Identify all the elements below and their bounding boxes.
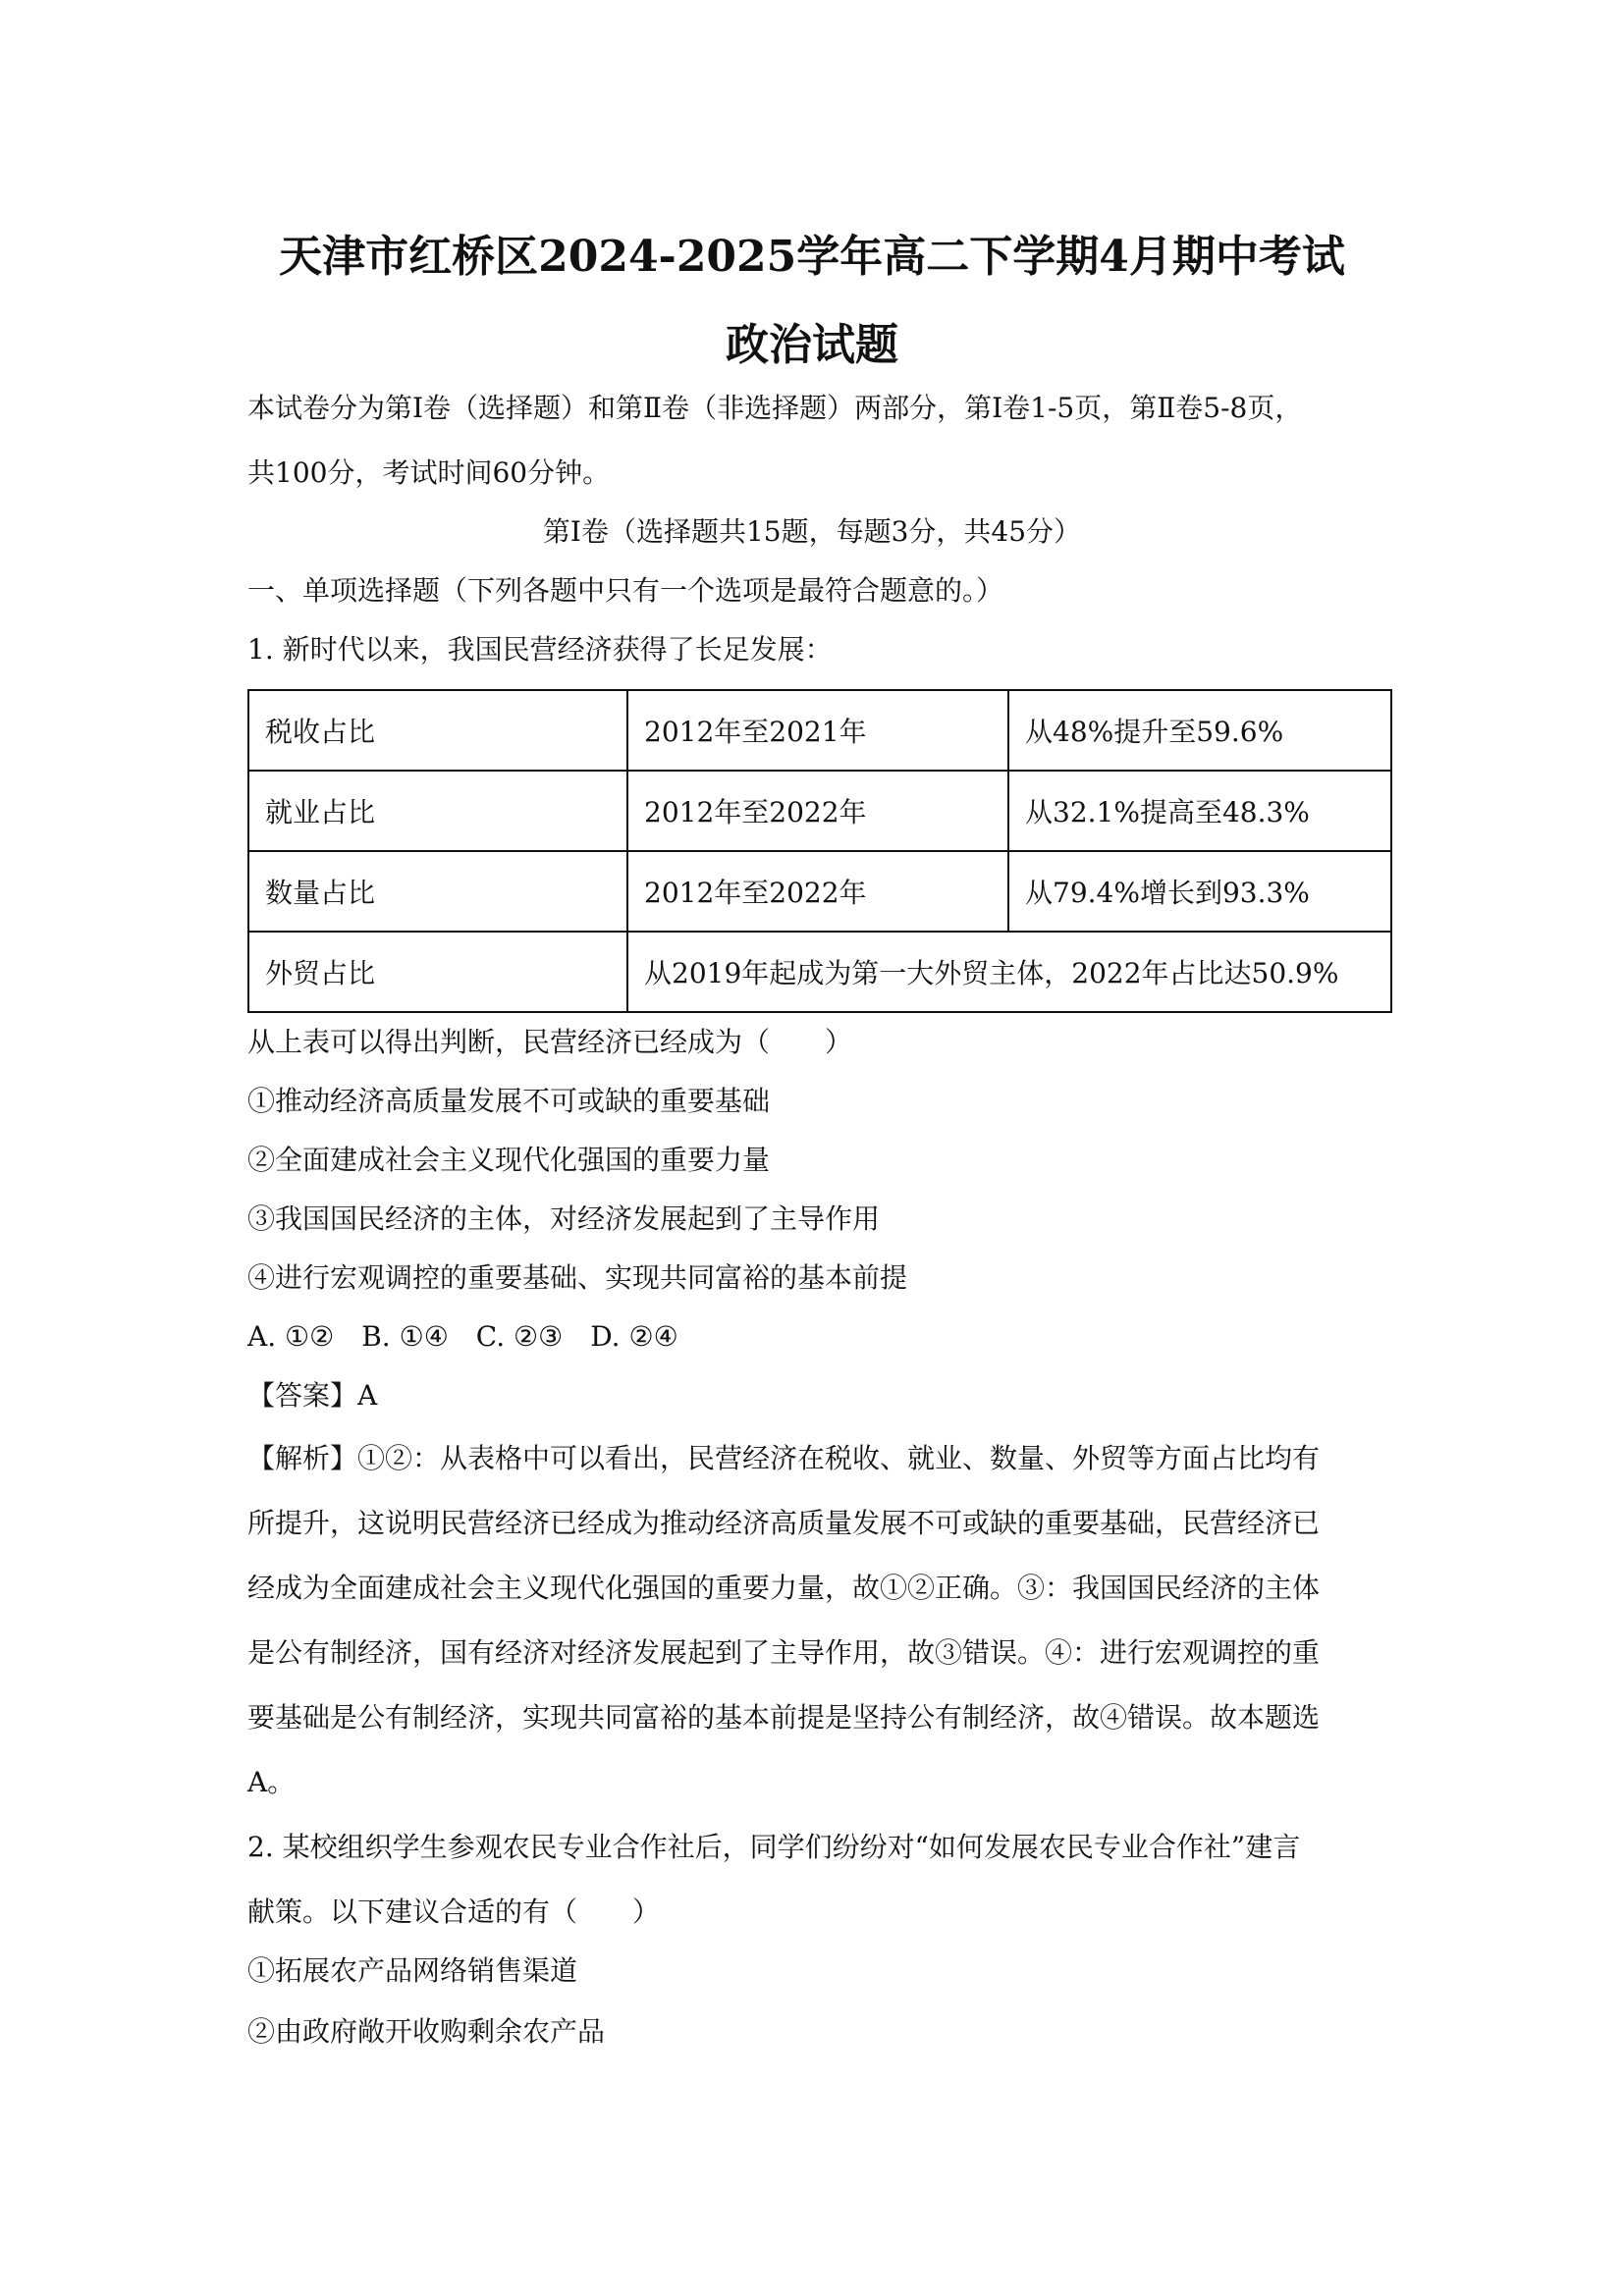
table-row	[248, 690, 1391, 771]
q1-option-2: ②全面建成社会主义现代化强国的重要力量	[247, 1144, 771, 1176]
q1-option-4: ④进行宏观调控的重要基础、实现共同富裕的基本前提	[247, 1261, 908, 1294]
q1-choices: A. ①② B. ①④ C. ②③ D. ②④	[247, 1320, 678, 1353]
q1-prompt: 从上表可以得出判断，民营经济已经成为（ ）	[247, 1026, 853, 1058]
table-cell: 外贸占比	[248, 932, 627, 1012]
q2-stem-line-2: 献策。以下建议合适的有（ ）	[247, 1896, 661, 1928]
q1-analysis-line-4: 是公有制经济，国有经济对经济发展起到了主导作用，故③错误。④：进行宏观调控的重	[247, 1636, 1321, 1669]
table-cell: 2012年至2022年	[627, 771, 1008, 851]
table-cell: 2012年至2021年	[627, 690, 1008, 771]
q2-option-2: ②由政府敞开收购剩余农产品	[247, 2015, 606, 2048]
intro-line-2: 共100分，考试时间60分钟。	[247, 456, 611, 489]
table-cell: 从32.1%提高至48.3%	[1008, 771, 1391, 851]
q1-data-table	[247, 689, 1392, 1013]
q1-option-3: ③我国国民经济的主体，对经济发展起到了主导作用	[247, 1202, 881, 1235]
q1-analysis-line-2: 所提升，这说明民营经济已经成为推动经济高质量发展不可或缺的重要基础，民营经济已	[247, 1507, 1321, 1539]
table-cell: 税收占比	[248, 690, 627, 771]
table-row	[248, 771, 1391, 851]
table-cell: 就业占比	[248, 771, 627, 851]
q1-analysis-line-3: 经成为全面建成社会主义现代化强国的重要力量，故①②正确。③：我国国民经济的主体	[247, 1572, 1321, 1604]
table-cell: 数量占比	[248, 851, 627, 932]
intro-line-1: 本试卷分为第Ⅰ卷（选择题）和第Ⅱ卷（非选择题）两部分，第Ⅰ卷1-5页，第Ⅱ卷5-8页，	[247, 392, 1303, 424]
q2-option-1: ①拓展农产品网络销售渠道	[247, 1954, 578, 1987]
table-cell: 从79.4%增长到93.3%	[1008, 851, 1391, 932]
table-cell: 从48%提升至59.6%	[1008, 690, 1391, 771]
q1-analysis-line-1: 【解析】①②：从表格中可以看出，民营经济在税收、就业、数量、外贸等方面占比均有	[247, 1442, 1321, 1474]
q1-analysis-line-6: A。	[247, 1766, 296, 1798]
section-heading: 一、单项选择题（下列各题中只有一个选项是最符合题意的。）	[247, 574, 1004, 607]
table-cell-merged: 从2019年起成为第一大外贸主体，2022年占比达50.9%	[627, 932, 1391, 1012]
q1-analysis-line-5: 要基础是公有制经济，实现共同富裕的基本前提是坚持公有制经济，故④错误。故本题选	[247, 1701, 1321, 1734]
table-row	[248, 932, 1391, 1012]
q2-stem-line-1: 2. 某校组织学生参观农民专业合作社后，同学们纷纷对“如何发展农民专业合作社”建言	[247, 1831, 1301, 1863]
q1-answer: 【答案】A	[247, 1379, 378, 1412]
table-row	[248, 851, 1391, 932]
part1-heading: 第Ⅰ卷（选择题共15题，每题3分，共45分）	[542, 515, 1082, 548]
q1-stem: 1. 新时代以来，我国民营经济获得了长足发展：	[247, 633, 833, 666]
exam-title: 天津市红桥区2024-2025学年高二下学期4月期中考试	[279, 232, 1345, 282]
table-cell: 2012年至2022年	[627, 851, 1008, 932]
q1-option-1: ①推动经济高质量发展不可或缺的重要基础	[247, 1085, 771, 1117]
exam-subject-title: 政治试题	[726, 320, 898, 370]
